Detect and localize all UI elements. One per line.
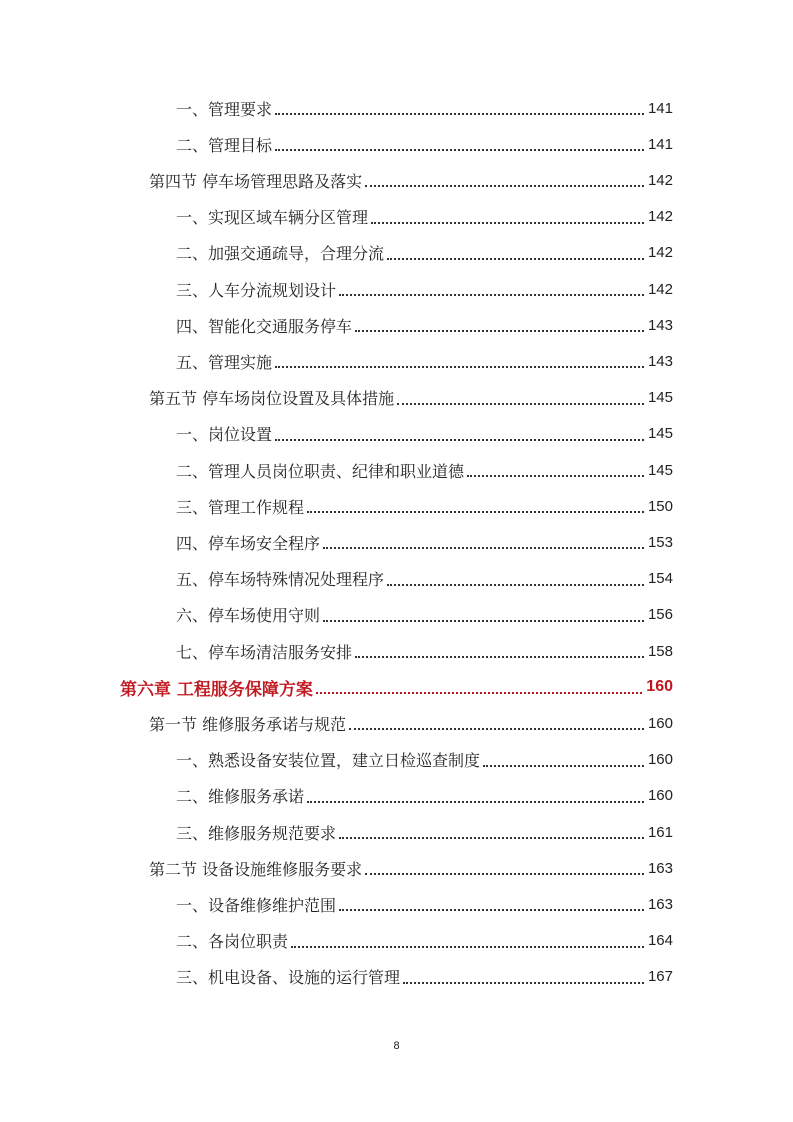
toc-entry-page: 142 [647,280,673,298]
toc-entry-label: 三、人车分流规划设计 [176,280,337,300]
toc-subsection-entry[interactable] [176,416,673,452]
dot-leader [275,113,644,115]
toc-entry-page: 142 [647,171,673,189]
dot-leader [275,439,644,441]
dot-leader [467,475,644,477]
toc-entry-label: 一、管理要求 [176,99,273,119]
toc-entry-label: 一、熟悉设备安装位置，建立日检巡查制度 [176,751,481,771]
toc-subsection-entry[interactable] [176,778,673,814]
dot-leader [339,837,644,839]
toc-entry-page: 145 [647,461,673,479]
toc-entry-page: 141 [647,99,673,117]
toc-entry-label: 三、维修服务规范要求 [176,823,337,843]
dot-leader [275,149,644,151]
toc-subsection-entry[interactable] [176,199,673,235]
dot-leader [403,982,644,984]
toc-entry-label: 五、停车场特殊情况处理程序 [176,570,385,590]
toc-subsection-entry[interactable] [176,126,673,162]
toc-chapter-entry[interactable] [120,669,673,705]
dot-leader [365,185,644,187]
toc-entry-page: 145 [647,425,673,443]
dot-leader [307,801,644,803]
toc-entry-label: 第二节 设备设施维修服务要求 [149,859,363,879]
toc-entry-label: 五、管理实施 [176,352,273,372]
toc-subsection-entry[interactable] [176,814,673,850]
toc-subsection-entry[interactable] [176,742,673,778]
toc-entry-page: 142 [647,208,673,226]
toc-entry-page: 153 [647,533,673,551]
dot-leader [365,873,644,875]
dot-leader [397,403,644,405]
dot-leader [307,511,644,513]
toc-subsection-entry[interactable] [176,524,673,560]
toc-entry-page: 163 [647,859,673,877]
toc-subsection-entry[interactable] [176,488,673,524]
toc-entry-page: 142 [647,244,673,262]
dot-leader [339,909,644,911]
toc-entry-page: 150 [647,497,673,515]
dot-leader [355,330,644,332]
dot-leader [339,294,644,296]
dot-leader [275,366,644,368]
toc-entry-page: 160 [647,751,673,769]
toc-entry-page: 160 [647,787,673,805]
toc-section-entry[interactable] [149,380,673,416]
toc-entry-label: 六、停车场使用守则 [176,606,321,626]
toc-entry-page: 141 [647,135,673,153]
toc-entry-page: 164 [647,932,673,950]
toc-entry-page: 143 [647,352,673,370]
toc-entry-label: 三、管理工作规程 [176,497,305,517]
toc-entry-page: 160 [646,678,673,696]
toc-entry-label: 一、设备维修维护范围 [176,895,337,915]
toc-section-entry[interactable] [149,850,673,886]
toc-entry-page: 163 [647,895,673,913]
toc-section-entry[interactable] [149,705,673,741]
toc-subsection-entry[interactable] [176,959,673,995]
toc-entry-label: 第六章 工程服务保障方案 [120,679,313,700]
page-number: 8 [393,1040,400,1052]
dot-leader [371,222,644,224]
toc-entry-label: 七、停车场清洁服务安排 [176,642,353,662]
toc-entry-page: 158 [647,642,673,660]
toc-entry-page: 161 [647,823,673,841]
dot-leader [323,620,644,622]
toc-subsection-entry[interactable] [176,597,673,633]
dot-leader [483,765,644,767]
toc-entry-label: 四、智能化交通服务停车 [176,316,353,336]
toc-subsection-entry[interactable] [176,452,673,488]
toc-subsection-entry[interactable] [176,235,673,271]
dot-leader [355,656,644,658]
toc-entry-page: 167 [647,968,673,986]
dot-leader [387,584,644,586]
toc-entry-page: 154 [647,570,673,588]
toc-entry-label: 二、各岗位职责 [176,932,289,952]
toc-subsection-entry[interactable] [176,633,673,669]
toc-entry-page: 143 [647,316,673,334]
toc-entry-page: 145 [647,389,673,407]
dot-leader [349,728,644,730]
toc-entry-label: 一、实现区域车辆分区管理 [176,208,369,228]
toc-subsection-entry[interactable] [176,90,673,126]
toc-section-entry[interactable] [149,162,673,198]
toc-subsection-entry[interactable] [176,271,673,307]
toc-subsection-entry[interactable] [176,923,673,959]
toc-subsection-entry[interactable] [176,561,673,597]
toc-entry-label: 二、管理人员岗位职责、纪律和职业道德 [176,461,465,481]
dot-leader [323,547,644,549]
dot-leader [316,692,642,694]
toc-entry-label: 第一节 维修服务承诺与规范 [149,714,347,734]
toc-entry-label: 二、管理目标 [176,135,273,155]
toc-entry-label: 四、停车场安全程序 [176,533,321,553]
toc-entry-label: 一、岗位设置 [176,425,273,445]
toc-entry-label: 二、加强交通疏导，合理分流 [176,244,385,264]
toc-subsection-entry[interactable] [176,886,673,922]
toc-entry-label: 二、维修服务承诺 [176,787,305,807]
toc-entry-label: 第四节 停车场管理思路及落实 [149,171,363,191]
toc-entry-label: 三、机电设备、设施的运行管理 [176,968,401,988]
toc-entry-page: 156 [647,606,673,624]
toc-entry-label: 第五节 停车场岗位设置及具体措施 [149,389,395,409]
dot-leader [387,258,644,260]
toc-subsection-entry[interactable] [176,343,673,379]
toc-entry-page: 160 [647,714,673,732]
dot-leader [291,946,644,948]
toc-subsection-entry[interactable] [176,307,673,343]
